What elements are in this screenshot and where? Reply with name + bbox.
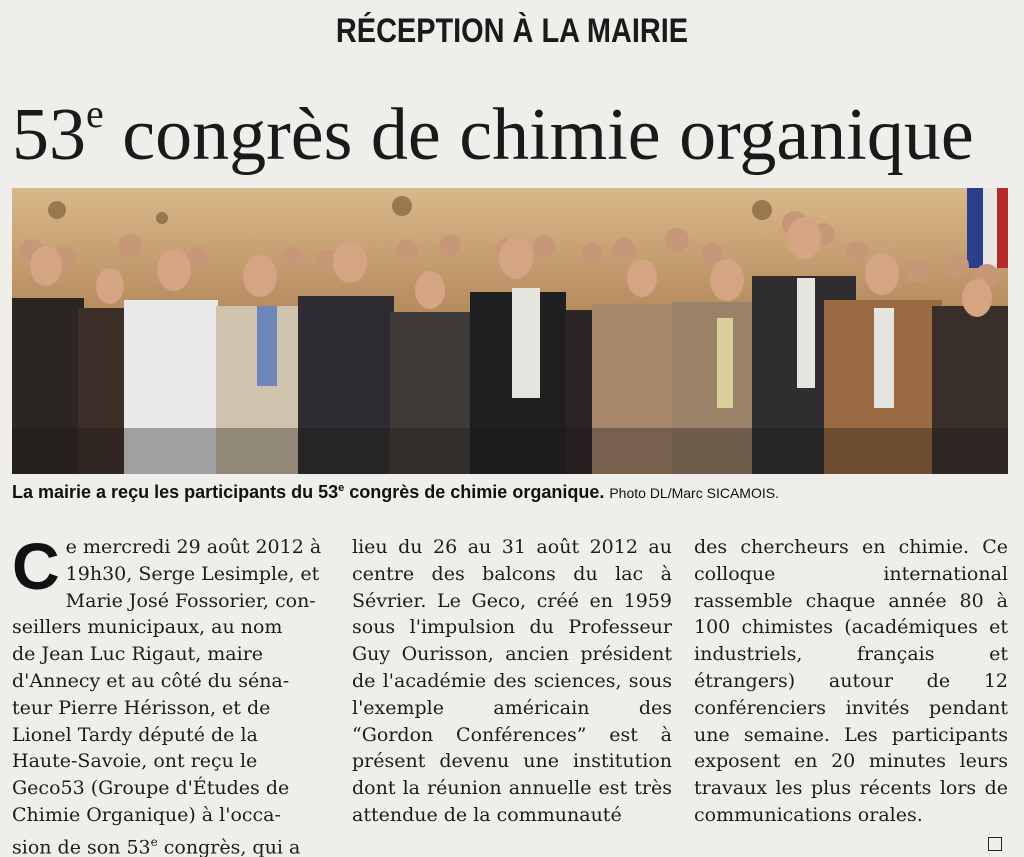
photo-credit: Photo DL/Marc SICAMOIS. [609, 485, 779, 501]
column-1-line: Lionel Tardy député de la [12, 723, 258, 746]
drop-cap: C [12, 534, 60, 603]
column-1-line: e mercredi 29 août 2012 à [65, 536, 322, 558]
group-photo [12, 188, 1008, 474]
column-1-line: Chimie Organique) à l'occa- [12, 803, 281, 826]
column-1-text [12, 534, 330, 829]
photo-caption [12, 482, 1012, 503]
column-1-last-line: sion de son 53e congrès, qui a [12, 834, 301, 857]
article-column-1 [12, 534, 330, 857]
headline [12, 64, 1012, 185]
headline-superscript: e [86, 91, 104, 136]
caption-text: La mairie a reçu les participants du 53e congrès de chimie organique. [12, 482, 605, 502]
article-column-2 [352, 534, 672, 857]
kicker-title: RÉCEPTION À LA MAIRIE [335, 12, 689, 50]
article-column-3 [694, 534, 1008, 857]
column-3-text: des chercheurs en chimie. Ce colloque international rassemble chaque année 80 à 100 chimistes (académiques et industriels, français et étrangers) autour de 12 conférenciers invités pendant une semaine. Les participants exposent en 20 minutes leurs travaux les plus récents lors de communications orales. [694, 536, 1008, 826]
end-of-article-mark [988, 837, 1002, 851]
headline-number: 53 [12, 94, 86, 176]
column-1-line: Marie José Fossorier, con- [65, 589, 316, 612]
column-1-line: d'Annecy et au côté du séna- [12, 669, 290, 692]
column-1-line: de Jean Luc Rigaut, maire [12, 643, 264, 666]
column-1-line: Haute-Savoie, ont reçu le [12, 750, 258, 773]
column-2-text: lieu du 26 au 31 août 2012 au centre des balcons du lac à Sévrier. Le Geco, créé en 1959 sous l'impulsion du Professeur Guy Ourisson, ancien président de l'académie des sciences, sous l'exemple américain des “Gordon Conférences” est à présent devenu une institution dont la réunion annuelle est très attendue de la communauté [352, 536, 672, 826]
column-1-line: Geco53 (Groupe d'Études de [12, 777, 290, 800]
column-1-line: seillers municipaux, au nom [12, 616, 283, 639]
column-1-line: 19h30, Serge Lesimple, et [65, 562, 320, 585]
headline-text: congrès de chimie organique [103, 94, 974, 176]
column-1-line: teur Pierre Hérisson, et de [12, 696, 271, 719]
group-photo-illustration [12, 188, 1008, 474]
